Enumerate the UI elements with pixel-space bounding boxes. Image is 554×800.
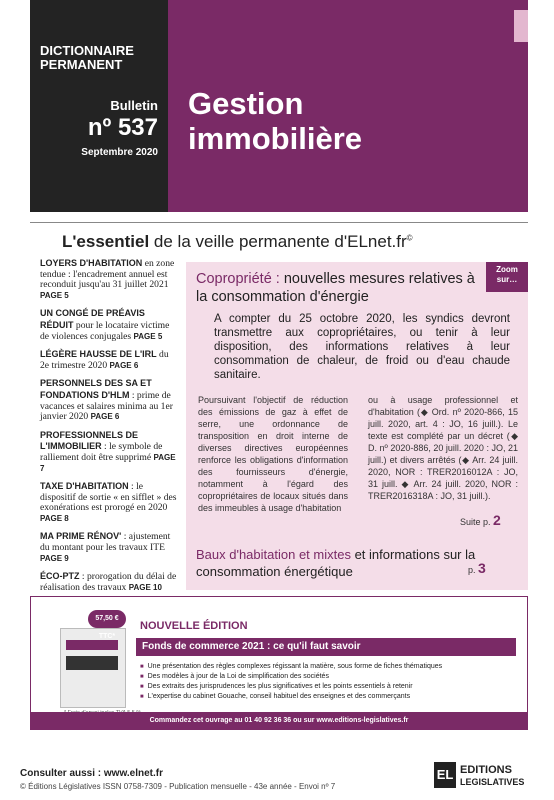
summary-item-heading: MA PRIME RÉNOV'	[40, 531, 122, 542]
summary-item-heading: TAXE D'HABITATION	[40, 481, 129, 492]
book-features-list	[140, 662, 520, 702]
secondary-article-page: p. 3	[468, 560, 486, 576]
summary-item-heading: LOYERS D'HABITATION	[40, 258, 143, 268]
article-title: Copropriété : nouvelles mesures relatives à la consommation d'énergie	[196, 271, 475, 305]
summary-item-page: PAGE 6	[109, 360, 139, 370]
price-badge: 57,50 € TTC*	[88, 610, 126, 628]
summary-item-page: PAGE 6	[90, 412, 120, 422]
summary-item-heading: LÉGÈRE HAUSSE DE L'IRL	[40, 349, 157, 360]
summary-item[interactable]	[40, 531, 180, 564]
summary-item-page: PAGE 5	[40, 290, 69, 300]
article-lead: A compter du 25 octobre 2020, les syndics devront transmettre aux copropriétaires, ou tenir à leur disposition, des informations relatives à leur consommation de chaleur, de froid ou d'eau chaude sanitaire.	[214, 313, 510, 381]
summary-item[interactable]	[40, 308, 180, 342]
summary-item-text: : le dispositif de sortie « en sifflet » des exonérations est prorogé en 2020	[40, 481, 177, 514]
summary-item[interactable]	[40, 378, 180, 422]
divider	[30, 222, 528, 223]
secondary-article-title[interactable]: Baux d'habitation et mixtes et informations sur la consommation énergétique	[196, 547, 476, 579]
summary-item[interactable]	[40, 430, 180, 474]
feature-item: ■ Des extraits des jurisprudences les plus significatives et les points essentiels à retenir	[140, 682, 520, 692]
footer-website[interactable]: Consulter aussi : www.elnet.fr	[20, 768, 163, 779]
summary-item[interactable]	[40, 571, 180, 593]
feature-item: ■ L'expertise du cabinet Gouache, conseil habituel des enseignes et des commerçants	[140, 692, 520, 702]
article-column-2: ou à usage professionnel et d'habitation (◆ Ord. nº 2020-866, 15 juill. 2020, art. 4 : JO, 16 juill.). Le texte est complété par un décret (◆ D. nº 2020-886, 20 juill. 2020 : JO, 21 juill.) et divers arrêtés (◆ Arr. 24 juill. 2020, NOR : TRER2016012A : JO, 31 juill. ◆ Arr. 24 juill. 2020, NOR : TRER2016318A : JO, 31 juill.).	[368, 395, 518, 501]
feature-item: ■ Une présentation des règles complexes régissant la matière, sous forme de fiches thématiques	[140, 662, 520, 672]
summary-item-text: pour le locataire victime de violences conjugales	[40, 319, 170, 342]
publication-name: DICTIONNAIRE PERMANENT	[40, 43, 134, 72]
book-title-bar: Fonds de commerce 2021 : ce qu'il faut savoir	[136, 638, 516, 656]
summary-item-page: PAGE 10	[128, 582, 162, 592]
sidebar-summary	[40, 258, 180, 600]
summary-item-page: PAGE 9	[40, 553, 69, 563]
summary-item-heading: PROFESSIONNELS DE L'IMMOBILIER	[40, 429, 139, 452]
corner-tab	[514, 10, 528, 42]
bulletin-number: nº 537	[87, 114, 158, 141]
publisher-logo-subtext: LEGISLATIVES	[460, 777, 525, 787]
summary-item-text: en zone tendue : l'encadrement annuel est reconduit jusqu'au 31 juillet 2021	[40, 258, 175, 291]
summary-item-text: : le symbole de ralliement doit être supprimé	[40, 441, 163, 463]
order-bar[interactable]: Commandez cet ouvrage au 01 40 92 36 36 ou sur www.editions-legislatives.fr	[30, 712, 528, 730]
continued-link[interactable]: Suite p. 2	[460, 512, 501, 528]
summary-item-text: : ajustement du montant pour les travaux ITE	[40, 531, 171, 554]
zoom-badge: Zoom sur…	[486, 262, 528, 292]
summary-item-heading: PERSONNELS DES SA ET FONDATIONS D'HLM	[40, 378, 152, 400]
book-cover-title-band	[66, 656, 118, 670]
summary-item[interactable]	[40, 481, 180, 524]
footer-copyright: © Éditions Législatives ISSN 0758-7309 - Publication mensuelle - 43e année - Envoi nº 7	[20, 782, 336, 791]
summary-item-page: PAGE 8	[40, 513, 69, 523]
summary-item[interactable]	[40, 349, 180, 371]
bulletin-date: Septembre 2020	[81, 147, 158, 158]
summary-item-page: PAGE 5	[133, 331, 163, 341]
summary-item[interactable]	[40, 258, 180, 301]
summary-item-text: : prorogation du délai de réalisation des travaux	[40, 571, 177, 593]
article-column-1: Poursuivant l'objectif de réduction des émissions de gaz à effet de serre, une ordonnance de transposition en droit interne de diverses directives européennes renforce les obligations d'information des fournisseurs d'énergie, notamment à l'égard des copropriétaires de locaux situés dans des immeubles à usage d'habitation	[198, 395, 348, 513]
page-title: Gestion immobilière	[188, 86, 362, 156]
summary-item-heading: ÉCO-PTZ	[40, 571, 80, 582]
bulletin-label: Bulletin	[110, 98, 158, 113]
summary-item-text: : prime de vacances et salaires minima au 1er janvier 2020	[40, 389, 173, 423]
section-heading: L'essentiel de la veille permanente d'ELnet.fr©	[62, 232, 413, 251]
feature-item: ■ Des modèles à jour de la Loi de simplification des sociétés	[140, 672, 520, 682]
summary-item-text: du 2e trimestre 2020	[40, 349, 169, 371]
publisher-logo-icon: EL	[434, 762, 456, 788]
publisher-logo-text: EDITIONS	[460, 764, 512, 776]
summary-item-page: PAGE 7	[40, 452, 176, 473]
new-edition-label: NOUVELLE ÉDITION	[140, 620, 248, 632]
summary-item-heading: UN CONGÉ DE PRÉAVIS RÉDUIT	[40, 308, 145, 330]
